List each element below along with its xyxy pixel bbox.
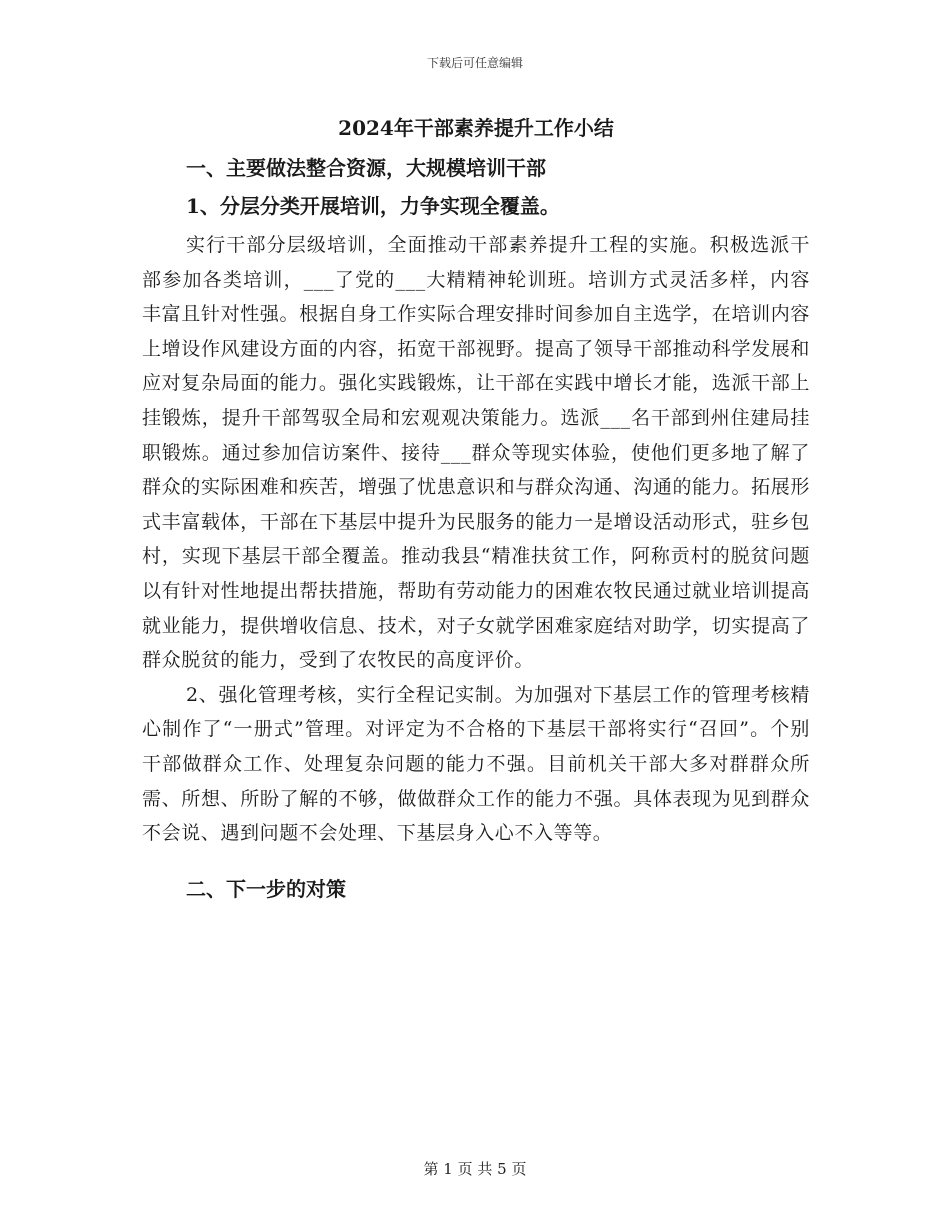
document-body (142, 112, 810, 905)
subheading-1: 1、分层分类开展培训，力争实现全覆盖。 (186, 194, 560, 218)
paragraph-1: 实行干部分层级培训，全面推动干部素养提升工程的实施。积极选派干部参加各类培训，___了党的___大精精神轮训班。培训方式灵活多样，内容丰富且针对性强。根据自身工作实际合理安排时间参加自主选学，在培训内容上增设作风建设方面的内容，拓宽干部视野。提高了领导干部推动科学发展和应对复杂局面的能力。强化实践锻炼，让干部在实践中增长才能，选派干部上挂锻炼，提升干部驾驭全局和宏观观决策能力。选派___名干部到州住建局挂职锻炼。通过参加信访案件、接待___群众等现实体验，使他们更多地了解了群众的实际困难和疾苦，增强了忧患意识和与群众沟通、沟通的能力。拓展形式丰富载体，干部在下基层中提升为民服务的能力一是增设活动形式，驻乡包村，实现下基层干部全覆盖。推动我县“精准扶贫工作，阿称贡村的脱贫问题以有针对性地提出帮扶措施，帮助有劳动能力的困难农牧民通过就业培训提高就业能力，提供增收信息、技术，对子女就学困难家庭结对助学，切实提高了群众脱贫的能力，受到了农牧民的高度评价。 (142, 234, 810, 672)
section-heading-2: 二、下一步的对策 (186, 876, 346, 901)
page-number: 第 1 页 共 5 页 (423, 1160, 527, 1178)
section-heading-1: 一、主要做法整合资源，大规模培训干部 (186, 156, 546, 180)
page-header-note: 下载后可任意编辑 (426, 56, 523, 70)
document-title: 2024年干部素养提升工作小结 (338, 116, 614, 140)
paragraph-2: 2、强化管理考核，实行全程记实制。为加强对下基层工作的管理考核精心制作了“一册式”管理。对评定为不合格的下基层干部将实行“召回”。个别干部做群众工作、处理复杂问题的能力不强。目前机关干部大多对群群众所需、所想、所盼了解的不够，做做群众工作的能力不强。具体表现为见到群众不会说、遇到问题不会处理、下基层身入心不入等等。 (142, 683, 810, 845)
